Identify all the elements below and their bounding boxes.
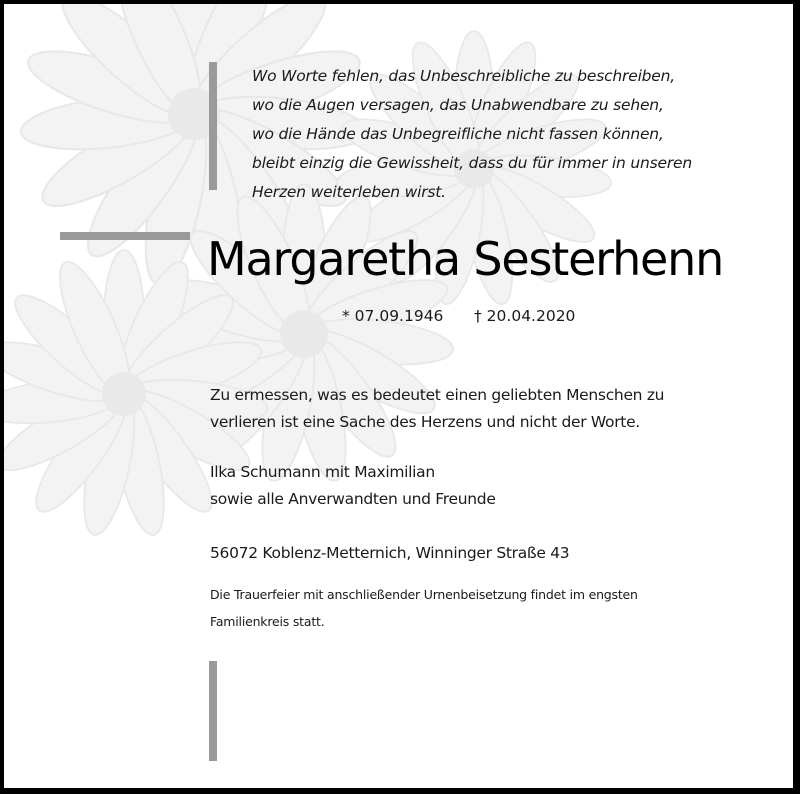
birth-date: * 07.09.1946 bbox=[342, 307, 444, 325]
message-line: verlieren ist eine Sache des Herzens und nicht der Worte. bbox=[210, 413, 640, 431]
mourners-list bbox=[210, 459, 496, 513]
deceased-name: Margaretha Sesterhenn bbox=[207, 232, 724, 286]
accent-bar-horizontal bbox=[60, 232, 190, 240]
obituary-card bbox=[4, 4, 793, 788]
message-line: Zu ermessen, was es bedeutet einen geliebten Menschen zu bbox=[210, 386, 665, 404]
accent-bar-bottom-vertical bbox=[209, 661, 217, 761]
quote-line: wo die Augen versagen, das Unabwendbare zu sehen, bbox=[252, 96, 664, 114]
quote-line: Herzen weiterleben wirst. bbox=[252, 183, 446, 201]
funeral-notice bbox=[210, 581, 638, 635]
quote-line: bleibt einzig die Gewissheit, dass du für immer in unseren bbox=[252, 154, 692, 172]
quote-line: wo die Hände das Unbegreifliche nicht fassen können, bbox=[252, 125, 664, 143]
memorial-quote bbox=[252, 62, 722, 207]
quote-line: Wo Worte fehlen, das Unbeschreibliche zu beschreiben, bbox=[252, 67, 675, 85]
mourner-line: sowie alle Anverwandten und Freunde bbox=[210, 490, 496, 508]
condolence-message bbox=[210, 382, 664, 436]
mourner-line: Ilka Schumann mit Maximilian bbox=[210, 463, 435, 481]
notice-line: Familienkreis statt. bbox=[210, 614, 325, 629]
death-date: † 20.04.2020 bbox=[474, 307, 576, 325]
accent-bar-top-vertical bbox=[209, 62, 217, 190]
address: 56072 Koblenz-Metternich, Winninger Straße 43 bbox=[210, 544, 570, 562]
notice-line: Die Trauerfeier mit anschließender Urnenbeisetzung findet im engsten bbox=[210, 587, 638, 602]
